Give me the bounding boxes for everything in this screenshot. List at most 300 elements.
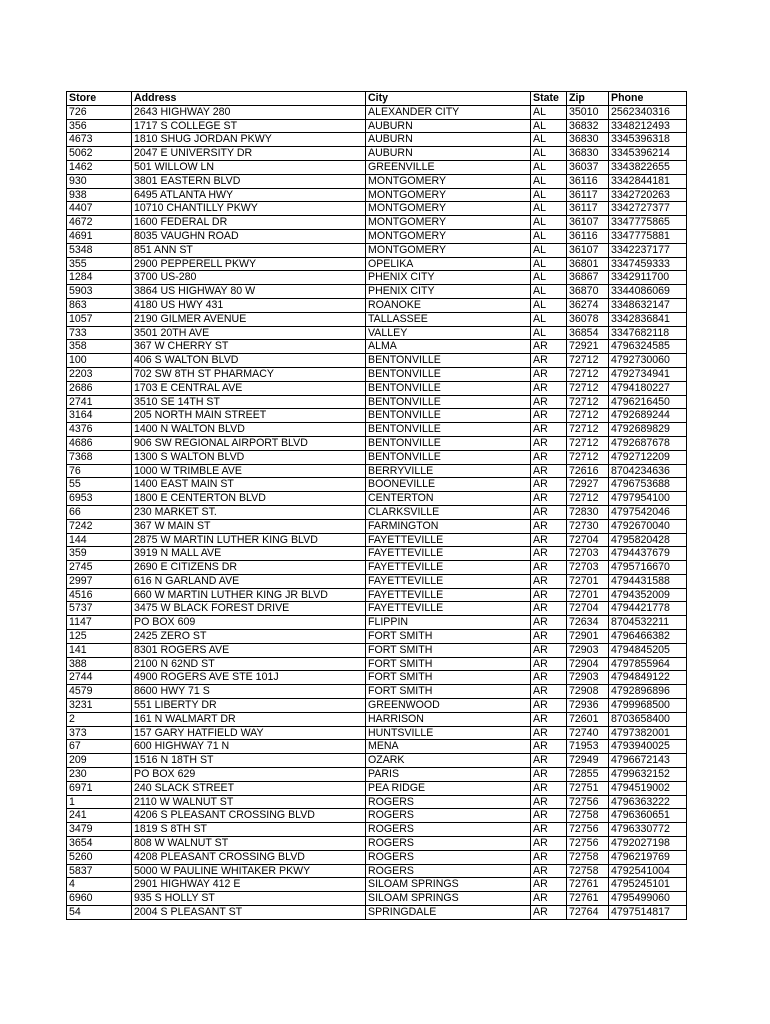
cell-store: 1057 <box>67 312 132 326</box>
table-row <box>67 367 687 381</box>
cell-state: AR <box>531 450 567 464</box>
cell-zip: 72730 <box>567 519 609 533</box>
cell-phone: 4796219769 <box>609 850 687 864</box>
cell-city: ROANOKE <box>366 298 531 312</box>
cell-city: FORT SMITH <box>366 630 531 644</box>
cell-store: 4686 <box>67 436 132 450</box>
table-row <box>67 850 687 864</box>
cell-city: BENTONVILLE <box>366 409 531 423</box>
cell-store: 5837 <box>67 864 132 878</box>
cell-phone: 4796363222 <box>609 795 687 809</box>
cell-city: SPRINGDALE <box>366 906 531 920</box>
cell-state: AR <box>531 726 567 740</box>
cell-store: 67 <box>67 740 132 754</box>
cell-state: AR <box>531 533 567 547</box>
cell-zip: 72758 <box>567 809 609 823</box>
cell-state: AL <box>531 229 567 243</box>
cell-phone: 3348212493 <box>609 119 687 133</box>
cell-zip: 72756 <box>567 795 609 809</box>
table-row <box>67 699 687 713</box>
cell-address: 600 HIGHWAY 71 N <box>132 740 366 754</box>
cell-state: AR <box>531 781 567 795</box>
cell-phone: 3342720263 <box>609 188 687 202</box>
table-row <box>67 160 687 174</box>
cell-city: AUBURN <box>366 119 531 133</box>
cell-state: AR <box>531 850 567 864</box>
cell-address: 3864 US HIGHWAY 80 W <box>132 285 366 299</box>
cell-state: AR <box>531 878 567 892</box>
cell-address: 2047 E UNIVERSITY DR <box>132 147 366 161</box>
cell-phone: 4794849122 <box>609 671 687 685</box>
cell-store: 241 <box>67 809 132 823</box>
table-row <box>67 616 687 630</box>
cell-phone: 4796216450 <box>609 395 687 409</box>
cell-phone: 3347459333 <box>609 257 687 271</box>
cell-city: ALMA <box>366 340 531 354</box>
cell-zip: 72712 <box>567 409 609 423</box>
cell-city: OZARK <box>366 754 531 768</box>
cell-zip: 36117 <box>567 202 609 216</box>
cell-address: 3510 SE 14TH ST <box>132 395 366 409</box>
cell-address: 10710 CHANTILLY PKWY <box>132 202 366 216</box>
cell-zip: 72616 <box>567 464 609 478</box>
cell-zip: 72761 <box>567 892 609 906</box>
cell-city: CENTERTON <box>366 492 531 506</box>
cell-state: AL <box>531 119 567 133</box>
cell-city: BENTONVILLE <box>366 354 531 368</box>
table-row <box>67 298 687 312</box>
cell-state: AR <box>531 795 567 809</box>
cell-store: 6953 <box>67 492 132 506</box>
cell-zip: 36107 <box>567 216 609 230</box>
cell-address: 501 WILLOW LN <box>132 160 366 174</box>
cell-city: FAYETTEVILLE <box>366 588 531 602</box>
cell-zip: 36078 <box>567 312 609 326</box>
cell-address: 2100 N 62ND ST <box>132 657 366 671</box>
cell-store: 3654 <box>67 837 132 851</box>
cell-zip: 36107 <box>567 243 609 257</box>
cell-zip: 72908 <box>567 685 609 699</box>
cell-city: AUBURN <box>366 133 531 147</box>
cell-store: 930 <box>67 174 132 188</box>
cell-city: MENA <box>366 740 531 754</box>
cell-store: 5737 <box>67 602 132 616</box>
table-row <box>67 271 687 285</box>
cell-zip: 72701 <box>567 588 609 602</box>
cell-store: 863 <box>67 298 132 312</box>
table-row <box>67 423 687 437</box>
cell-store: 358 <box>67 340 132 354</box>
cell-store: 76 <box>67 464 132 478</box>
cell-store: 938 <box>67 188 132 202</box>
cell-address: 2900 PEPPERELL PKWY <box>132 257 366 271</box>
cell-city: ROGERS <box>366 850 531 864</box>
table-row <box>67 436 687 450</box>
cell-zip: 72712 <box>567 450 609 464</box>
cell-phone: 4794352009 <box>609 588 687 602</box>
cell-store: 7368 <box>67 450 132 464</box>
cell-zip: 36830 <box>567 147 609 161</box>
cell-city: MONTGOMERY <box>366 174 531 188</box>
cell-address: 2875 W MARTIN LUTHER KING BLVD <box>132 533 366 547</box>
cell-state: AR <box>531 837 567 851</box>
header-city: City <box>366 92 531 106</box>
cell-store: 6960 <box>67 892 132 906</box>
cell-state: AL <box>531 174 567 188</box>
cell-phone: 3343822655 <box>609 160 687 174</box>
cell-phone: 4797855964 <box>609 657 687 671</box>
cell-state: AR <box>531 340 567 354</box>
table-row <box>67 795 687 809</box>
cell-state: AL <box>531 105 567 119</box>
cell-phone: 4792687678 <box>609 436 687 450</box>
cell-phone: 4794845205 <box>609 643 687 657</box>
cell-city: MONTGOMERY <box>366 202 531 216</box>
cell-city: CLARKSVILLE <box>366 505 531 519</box>
table-row <box>67 823 687 837</box>
cell-address: 1300 S WALTON BLVD <box>132 450 366 464</box>
cell-city: ROGERS <box>366 837 531 851</box>
cell-phone: 8704234636 <box>609 464 687 478</box>
cell-store: 230 <box>67 768 132 782</box>
cell-address: 2643 HIGHWAY 280 <box>132 105 366 119</box>
cell-store: 356 <box>67 119 132 133</box>
cell-store: 144 <box>67 533 132 547</box>
cell-state: AL <box>531 271 567 285</box>
cell-state: AR <box>531 354 567 368</box>
table-row <box>67 105 687 119</box>
cell-phone: 4792027198 <box>609 837 687 851</box>
cell-zip: 72703 <box>567 561 609 575</box>
cell-phone: 3342911700 <box>609 271 687 285</box>
cell-address: 935 S HOLLY ST <box>132 892 366 906</box>
cell-address: 230 MARKET ST. <box>132 505 366 519</box>
cell-store: 5903 <box>67 285 132 299</box>
cell-address: 367 W MAIN ST <box>132 519 366 533</box>
cell-address: 2004 S PLEASANT ST <box>132 906 366 920</box>
cell-phone: 3345396318 <box>609 133 687 147</box>
cell-zip: 72921 <box>567 340 609 354</box>
cell-city: ALEXANDER CITY <box>366 105 531 119</box>
cell-address: 808 W WALNUT ST <box>132 837 366 851</box>
cell-address: 3700 US-280 <box>132 271 366 285</box>
cell-state: AR <box>531 492 567 506</box>
table-row <box>67 533 687 547</box>
cell-phone: 3342237177 <box>609 243 687 257</box>
cell-state: AR <box>531 892 567 906</box>
cell-zip: 72936 <box>567 699 609 713</box>
header-address: Address <box>132 92 366 106</box>
cell-city: BENTONVILLE <box>366 395 531 409</box>
cell-state: AR <box>531 367 567 381</box>
cell-phone: 4792541004 <box>609 864 687 878</box>
cell-state: AL <box>531 298 567 312</box>
cell-zip: 72740 <box>567 726 609 740</box>
cell-zip: 72704 <box>567 602 609 616</box>
cell-store: 141 <box>67 643 132 657</box>
cell-state: AR <box>531 464 567 478</box>
cell-store: 373 <box>67 726 132 740</box>
table-row <box>67 657 687 671</box>
cell-city: FORT SMITH <box>366 643 531 657</box>
cell-state: AR <box>531 809 567 823</box>
cell-city: FAYETTEVILLE <box>366 574 531 588</box>
cell-city: ROGERS <box>366 809 531 823</box>
table-row <box>67 381 687 395</box>
cell-state: AL <box>531 133 567 147</box>
cell-city: TALLASSEE <box>366 312 531 326</box>
cell-city: AUBURN <box>366 147 531 161</box>
cell-phone: 4792730060 <box>609 354 687 368</box>
cell-zip: 72903 <box>567 643 609 657</box>
cell-city: MONTGOMERY <box>366 243 531 257</box>
cell-phone: 3348632147 <box>609 298 687 312</box>
cell-zip: 72712 <box>567 381 609 395</box>
cell-store: 733 <box>67 326 132 340</box>
cell-store: 100 <box>67 354 132 368</box>
cell-address: 3919 N MALL AVE <box>132 547 366 561</box>
table-row <box>67 864 687 878</box>
cell-address: 2690 E CITIZENS DR <box>132 561 366 575</box>
cell-phone: 3347682118 <box>609 326 687 340</box>
cell-state: AR <box>531 409 567 423</box>
cell-city: FORT SMITH <box>366 671 531 685</box>
cell-zip: 35010 <box>567 105 609 119</box>
table-row <box>67 409 687 423</box>
cell-zip: 36867 <box>567 271 609 285</box>
cell-store: 2744 <box>67 671 132 685</box>
cell-city: BENTONVILLE <box>366 450 531 464</box>
cell-state: AR <box>531 436 567 450</box>
table-row <box>67 740 687 754</box>
cell-store: 4 <box>67 878 132 892</box>
cell-address: 240 SLACK STREET <box>132 781 366 795</box>
cell-zip: 72703 <box>567 547 609 561</box>
cell-city: ROGERS <box>366 823 531 837</box>
cell-store: 66 <box>67 505 132 519</box>
cell-city: HUNTSVILLE <box>366 726 531 740</box>
cell-phone: 4795499060 <box>609 892 687 906</box>
cell-store: 2203 <box>67 367 132 381</box>
cell-phone: 4792712209 <box>609 450 687 464</box>
cell-address: 367 W CHERRY ST <box>132 340 366 354</box>
cell-state: AR <box>531 685 567 699</box>
cell-phone: 4797514817 <box>609 906 687 920</box>
table-row <box>67 574 687 588</box>
table-row <box>67 174 687 188</box>
cell-store: 4407 <box>67 202 132 216</box>
cell-city: MONTGOMERY <box>366 188 531 202</box>
table-row <box>67 188 687 202</box>
cell-city: HARRISON <box>366 712 531 726</box>
cell-phone: 4796360651 <box>609 809 687 823</box>
cell-city: GREENVILLE <box>366 160 531 174</box>
cell-phone: 4795245101 <box>609 878 687 892</box>
header-state: State <box>531 92 567 106</box>
cell-phone: 2562340316 <box>609 105 687 119</box>
cell-city: SILOAM SPRINGS <box>366 878 531 892</box>
cell-city: FAYETTEVILLE <box>366 547 531 561</box>
cell-zip: 72601 <box>567 712 609 726</box>
table-row <box>67 519 687 533</box>
cell-store: 4673 <box>67 133 132 147</box>
cell-state: AL <box>531 202 567 216</box>
cell-city: PEA RIDGE <box>366 781 531 795</box>
table-row <box>67 781 687 795</box>
cell-store: 388 <box>67 657 132 671</box>
cell-zip: 36274 <box>567 298 609 312</box>
cell-address: 8035 VAUGHN ROAD <box>132 229 366 243</box>
cell-state: AR <box>531 423 567 437</box>
cell-phone: 4794180227 <box>609 381 687 395</box>
cell-store: 55 <box>67 478 132 492</box>
cell-zip: 36830 <box>567 133 609 147</box>
cell-address: 660 W MARTIN LUTHER KING JR BLVD <box>132 588 366 602</box>
cell-city: PHENIX CITY <box>366 285 531 299</box>
cell-phone: 4792896896 <box>609 685 687 699</box>
cell-state: AR <box>531 657 567 671</box>
cell-zip: 72901 <box>567 630 609 644</box>
cell-phone: 4799632152 <box>609 768 687 782</box>
cell-store: 2741 <box>67 395 132 409</box>
cell-city: FAYETTEVILLE <box>366 561 531 575</box>
cell-state: AR <box>531 478 567 492</box>
table-row <box>67 602 687 616</box>
table-row <box>67 547 687 561</box>
cell-phone: 4794519002 <box>609 781 687 795</box>
cell-zip: 36117 <box>567 188 609 202</box>
cell-store: 1147 <box>67 616 132 630</box>
cell-store: 355 <box>67 257 132 271</box>
cell-state: AR <box>531 671 567 685</box>
cell-city: BENTONVILLE <box>366 381 531 395</box>
cell-address: 1800 E CENTERTON BLVD <box>132 492 366 506</box>
cell-address: 1400 N WALTON BLVD <box>132 423 366 437</box>
cell-phone: 4792689829 <box>609 423 687 437</box>
table-row <box>67 768 687 782</box>
cell-state: AR <box>531 505 567 519</box>
cell-state: AL <box>531 312 567 326</box>
cell-phone: 4792734941 <box>609 367 687 381</box>
cell-zip: 72756 <box>567 837 609 851</box>
cell-zip: 72712 <box>567 436 609 450</box>
cell-state: AL <box>531 216 567 230</box>
cell-store: 1462 <box>67 160 132 174</box>
table-row <box>67 133 687 147</box>
cell-city: BENTONVILLE <box>366 367 531 381</box>
table-row <box>67 395 687 409</box>
cell-phone: 3347775881 <box>609 229 687 243</box>
table-row <box>67 809 687 823</box>
cell-phone: 4794437679 <box>609 547 687 561</box>
cell-state: AR <box>531 630 567 644</box>
cell-city: FARMINGTON <box>366 519 531 533</box>
cell-state: AR <box>531 768 567 782</box>
table-row <box>67 492 687 506</box>
cell-address: 8301 ROGERS AVE <box>132 643 366 657</box>
cell-state: AL <box>531 285 567 299</box>
cell-city: PARIS <box>366 768 531 782</box>
cell-address: 1703 E CENTRAL AVE <box>132 381 366 395</box>
cell-store: 125 <box>67 630 132 644</box>
cell-store: 4672 <box>67 216 132 230</box>
table-row <box>67 229 687 243</box>
table-row <box>67 285 687 299</box>
cell-phone: 3347775865 <box>609 216 687 230</box>
cell-address: 2110 W WALNUT ST <box>132 795 366 809</box>
cell-store: 7242 <box>67 519 132 533</box>
cell-zip: 72904 <box>567 657 609 671</box>
cell-address: 4180 US HWY 431 <box>132 298 366 312</box>
cell-city: FORT SMITH <box>366 657 531 671</box>
cell-zip: 72855 <box>567 768 609 782</box>
cell-address: 906 SW REGIONAL AIRPORT BLVD <box>132 436 366 450</box>
cell-phone: 4796753688 <box>609 478 687 492</box>
cell-zip: 72761 <box>567 878 609 892</box>
table-row <box>67 643 687 657</box>
cell-store: 2 <box>67 712 132 726</box>
cell-state: AR <box>531 740 567 754</box>
cell-address: 4206 S PLEASANT CROSSING BLVD <box>132 809 366 823</box>
cell-state: AR <box>531 574 567 588</box>
cell-zip: 72701 <box>567 574 609 588</box>
cell-phone: 3342836841 <box>609 312 687 326</box>
cell-address: 851 ANN ST <box>132 243 366 257</box>
cell-city: VALLEY <box>366 326 531 340</box>
table-row <box>67 147 687 161</box>
cell-state: AL <box>531 147 567 161</box>
cell-address: 4208 PLEASANT CROSSING BLVD <box>132 850 366 864</box>
cell-phone: 3344086069 <box>609 285 687 299</box>
table-row <box>67 464 687 478</box>
cell-zip: 72712 <box>567 354 609 368</box>
cell-zip: 72758 <box>567 850 609 864</box>
cell-zip: 72704 <box>567 533 609 547</box>
table-row <box>67 726 687 740</box>
cell-state: AR <box>531 588 567 602</box>
cell-zip: 36870 <box>567 285 609 299</box>
table-row <box>67 202 687 216</box>
cell-store: 4691 <box>67 229 132 243</box>
table-row <box>67 837 687 851</box>
table-body <box>67 105 687 919</box>
cell-zip: 36832 <box>567 119 609 133</box>
cell-zip: 72758 <box>567 864 609 878</box>
cell-zip: 72634 <box>567 616 609 630</box>
cell-address: 8600 HWY 71 S <box>132 685 366 699</box>
cell-phone: 4797954100 <box>609 492 687 506</box>
cell-zip: 72712 <box>567 367 609 381</box>
cell-phone: 4796330772 <box>609 823 687 837</box>
cell-zip: 72927 <box>567 478 609 492</box>
table-row <box>67 354 687 368</box>
cell-store: 2997 <box>67 574 132 588</box>
header-store: Store <box>67 92 132 106</box>
cell-state: AR <box>531 754 567 768</box>
cell-phone: 3342727377 <box>609 202 687 216</box>
cell-zip: 36037 <box>567 160 609 174</box>
cell-city: FORT SMITH <box>366 685 531 699</box>
cell-city: SILOAM SPRINGS <box>366 892 531 906</box>
cell-zip: 72903 <box>567 671 609 685</box>
cell-phone: 8703658400 <box>609 712 687 726</box>
cell-city: PHENIX CITY <box>366 271 531 285</box>
cell-state: AL <box>531 160 567 174</box>
cell-store: 3164 <box>67 409 132 423</box>
store-directory-table <box>66 91 687 920</box>
cell-zip: 71953 <box>567 740 609 754</box>
table-row <box>67 478 687 492</box>
